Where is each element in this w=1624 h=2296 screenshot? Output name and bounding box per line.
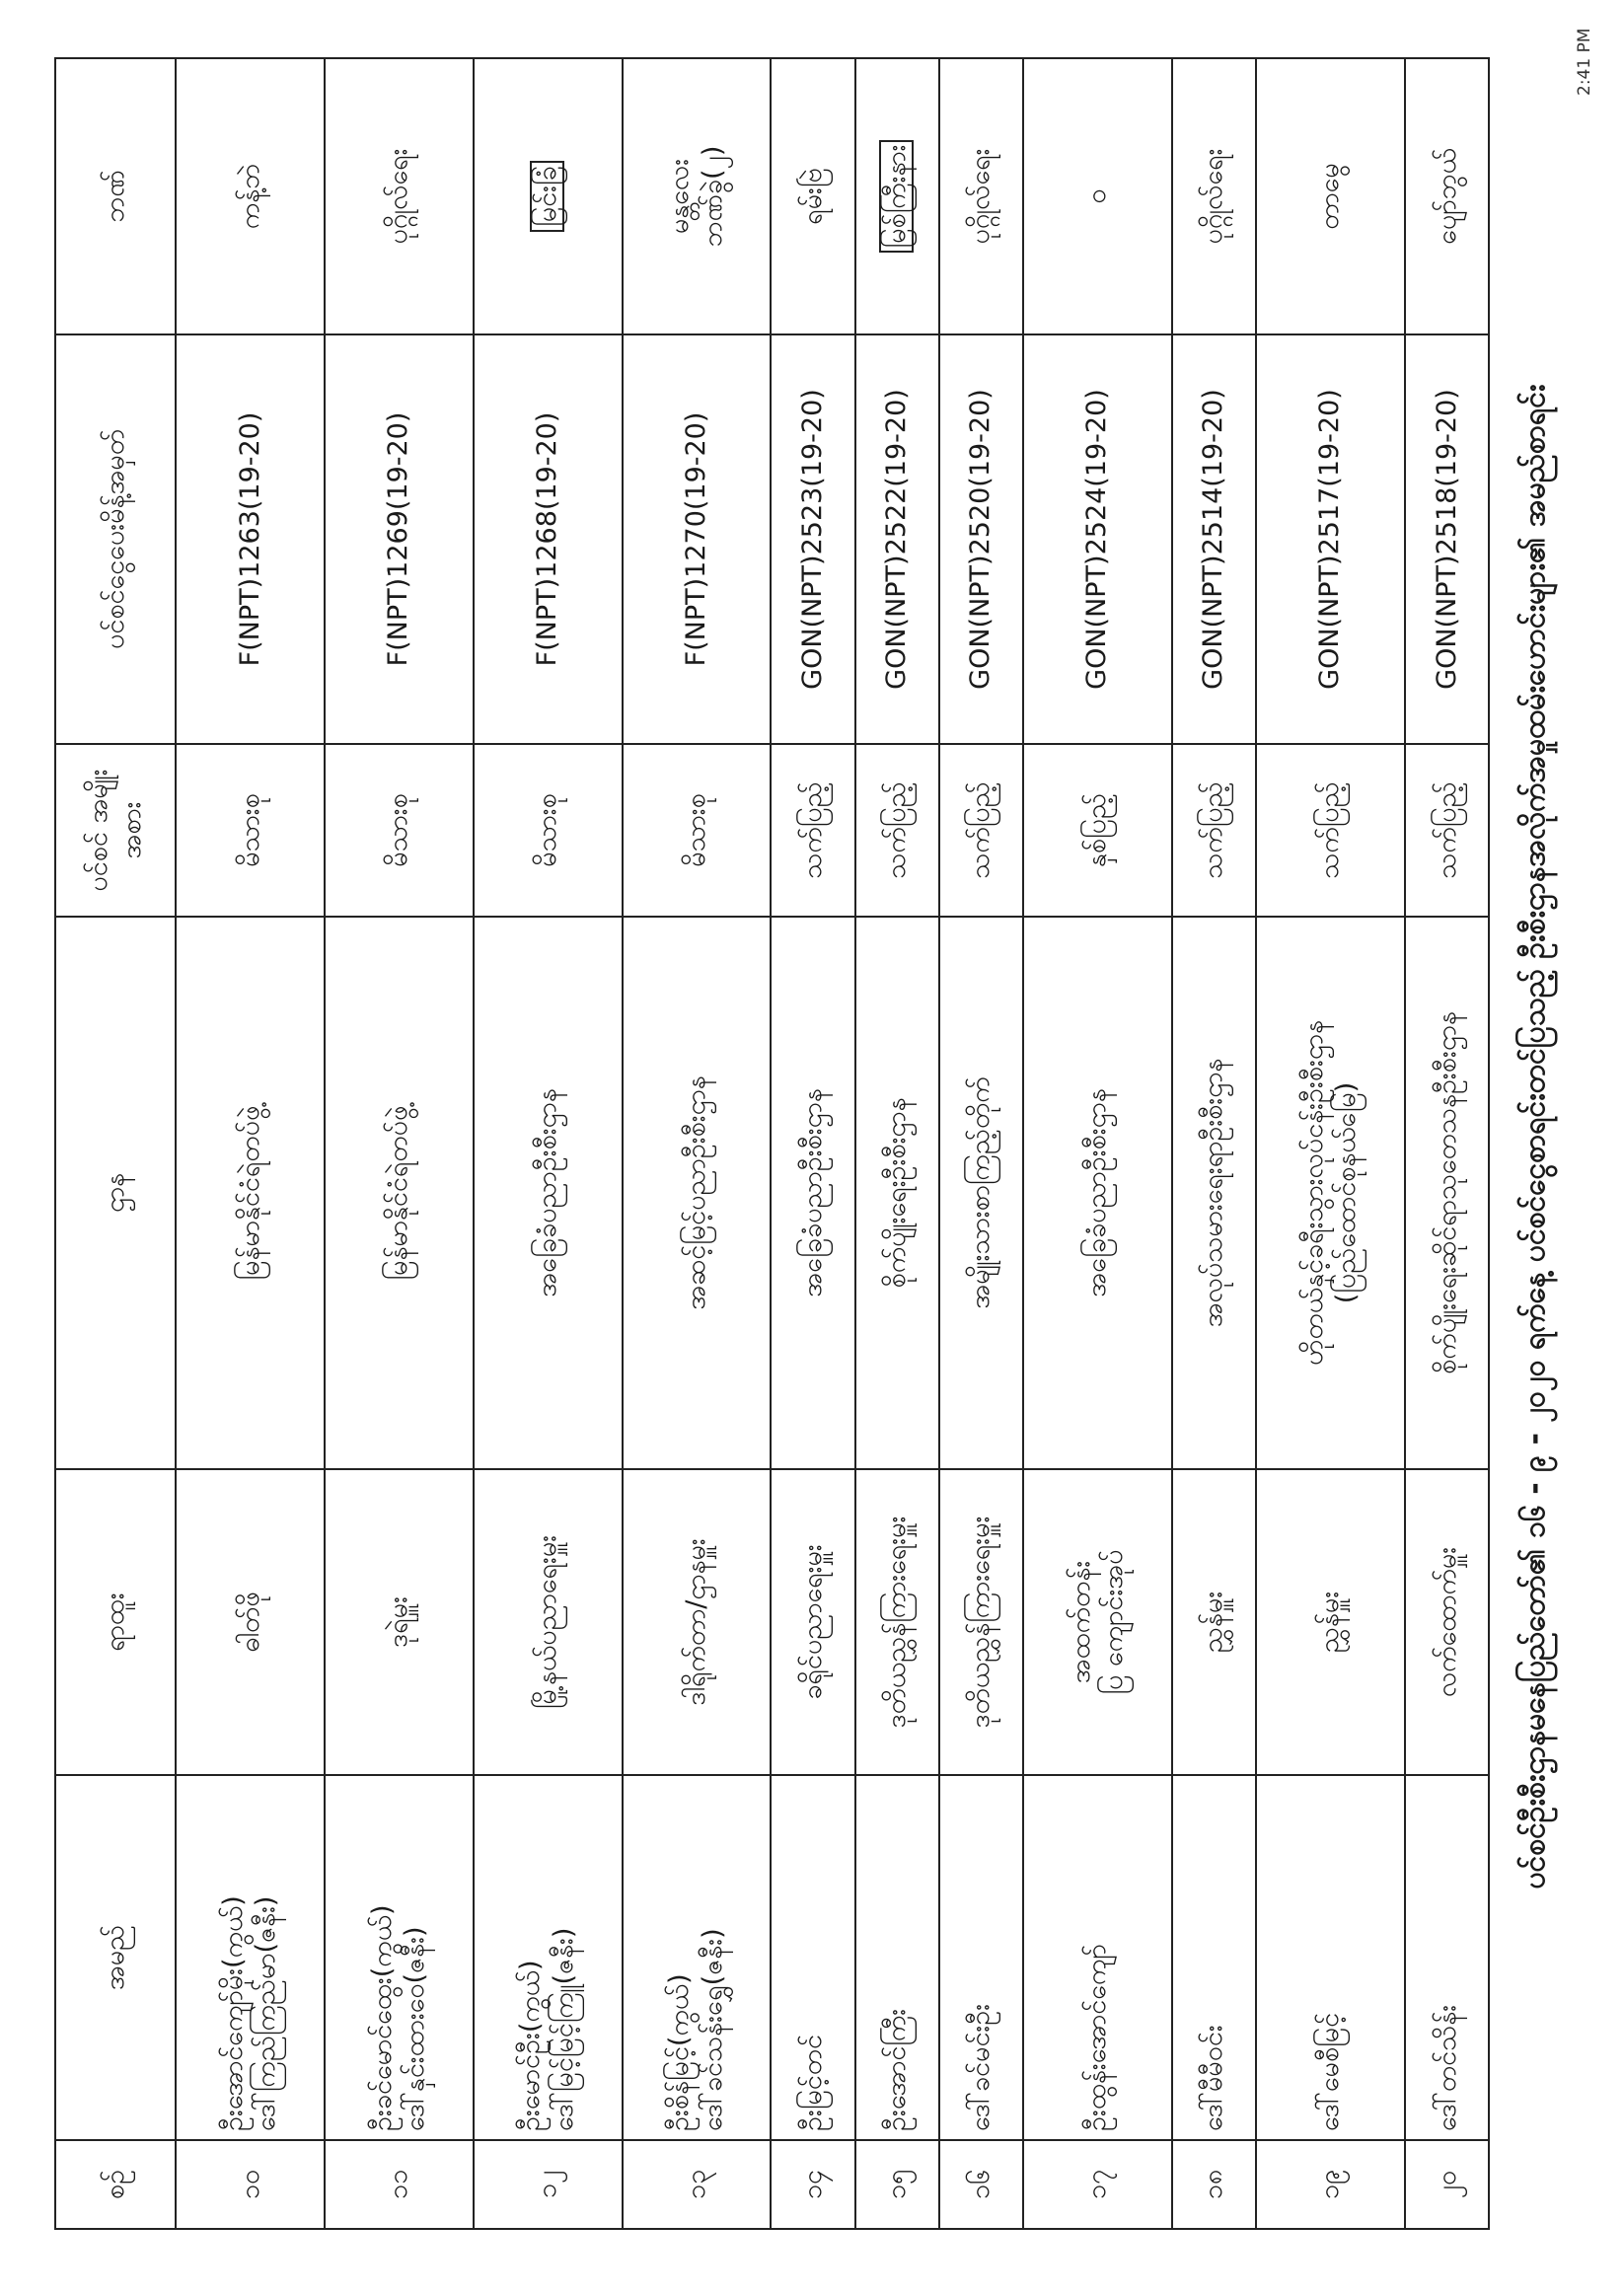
cell-name (623, 1775, 772, 2140)
cell-dept: အခြေခံပညာဦးစီးဌာန (771, 917, 854, 1469)
bank-circled: မြစ်ကြီးနား (879, 140, 914, 254)
cell-no: ၁၃ (623, 2140, 772, 2229)
cell-no: ၁၉ (1256, 2140, 1405, 2229)
dept-line-2: (ပြည်ထောင်စုနယ်မြေ) (1331, 1081, 1363, 1304)
cell-order: GON(NPT)2518(19-20) (1405, 334, 1489, 744)
cell-dept: စိုက်ပျိုးရေးဆိုင်ရာသုတေသနဦးစီးဌာန (1405, 917, 1489, 1469)
cell-dept: အခြေခံပညာဦးစီးဌာန (1023, 917, 1172, 1469)
cell-order: GON(NPT)2523(19-20) (771, 334, 854, 744)
cell-rank: မြို့နယ်ပညာရေးမှူး (474, 1469, 623, 1775)
name-line-1: ဦးအောင်ကျော်မိုး(ကွယ်) (217, 1895, 249, 2131)
cell-type: သက်ပြည့် (771, 744, 854, 917)
cell-dept: အလုပ်သမားရေးရာဦးစီးဌာန (1172, 917, 1256, 1469)
cell-name: ဦးအောင်ကြီး (855, 1775, 939, 2140)
cell-type: နှစ်ပြည့် (1023, 744, 1172, 917)
cell-type: သက်ပြည့် (855, 744, 939, 917)
name-line-2: ဒေါ်မြင့်မြင့်ကြူ(ဇနီး) (549, 1927, 580, 2131)
bank-circled: မြင်းခြံ (530, 161, 564, 232)
bank-line-2: ဘဏ်ခွဲ(၂) (698, 145, 728, 248)
cell-bank: တာမွေ (1256, 58, 1405, 334)
cell-type: မိသားစု (325, 744, 474, 917)
name-line-2: ဒေါ်နှင်းထားဝေ(ဇနီး) (400, 1926, 431, 2131)
cell-type: သက်ပြည့် (1405, 744, 1489, 917)
cell-rank: ဒုတိယညွှန်ကြားရေးမှူး (939, 1469, 1023, 1775)
table-row (1023, 58, 1172, 2229)
cell-rank: ဒုတိယညွှန်ကြားရေးမှူး (855, 1469, 939, 1775)
cell-bank (623, 58, 772, 334)
cell-bank: ကန့်ဘဲ (176, 58, 325, 334)
cell-rank: ခရိုင်ပညာရေးမှူး (771, 1469, 854, 1775)
cell-name: ဦးမြင့်တင် (771, 1775, 854, 2140)
cell-order: GON(NPT)2520(19-20) (939, 334, 1023, 744)
cell-type: သက်ပြည့် (939, 744, 1023, 917)
cell-dept: အမျိုးသားစာကြည့်တိုက် (939, 917, 1023, 1469)
table-row (176, 58, 325, 2229)
header-name: အမည် (55, 1775, 176, 2140)
cell-bank: ရမ်းဗြဲ (771, 58, 854, 334)
cell-type: မိသားစု (474, 744, 623, 917)
cell-order: GON(NPT)2517(19-20) (1256, 334, 1405, 744)
header-bank: ဘဏ် (55, 58, 176, 334)
table-row (1172, 58, 1256, 2229)
cell-no: ၁၈ (1172, 2140, 1256, 2229)
cell-no: ၁၁ (325, 2140, 474, 2229)
cell-rank: ညွှန်မှူး (1256, 1469, 1405, 1775)
print-timestamp: 2:41 PM (1575, 28, 1594, 96)
cell-bank: ပျော်ဘွယ် (1405, 58, 1489, 334)
cell-bank: ဝ (1023, 58, 1172, 334)
cell-rank (1023, 1469, 1172, 1775)
cell-name: ဒေါ်ခင်မင်းဦး (939, 1775, 1023, 2140)
cell-order: GON(NPT)2514(19-20) (1172, 334, 1256, 744)
header-rank: ရာထူး (55, 1469, 176, 1775)
header-dept: ဌာန (55, 917, 176, 1469)
cell-order: GON(NPT)2524(19-20) (1023, 334, 1172, 744)
cell-type: သက်ပြည့် (1256, 744, 1405, 917)
cell-no: ၁၆ (939, 2140, 1023, 2229)
dept-line-1: ဟိုတယ်နှင့်ခရီးသွားလုပ်ငန်းဦးစီးဌာန (1297, 1020, 1329, 1366)
header-order: ပင်စင်ငွေပေးမိန့်အမှတ် (55, 334, 176, 744)
cell-name: ဦးထွန်းအောင်ကျော် (1023, 1775, 1172, 2140)
name-line-1: ဦးခင်မောင်ထွေး(ကွယ်) (366, 1904, 398, 2131)
cell-dept: စိုက်ပျိုးရေးဦးစီးဌာန (855, 917, 939, 1469)
cell-no: ၁၄ (771, 2140, 854, 2229)
cell-no: ၁၇ (1023, 2140, 1172, 2229)
cell-dept (1256, 917, 1405, 1469)
table-row (1256, 58, 1405, 2229)
cell-no: ၂၀ (1405, 2140, 1489, 2229)
rank-line-2: ပြ ကျောင်းအုပ် (1098, 1549, 1130, 1695)
table-row (1405, 58, 1489, 2229)
name-line-1: ဦးမောင်ဦး(ကွယ်) (515, 1960, 547, 2131)
rank-line-1: အထက်တန်း (1065, 1560, 1096, 1684)
bank-line-1: မန္တလေး (664, 158, 696, 235)
cell-no: ၁၀ (176, 2140, 325, 2229)
cell-bank: ပုဂ္ဂိုလ်ရေး (325, 58, 474, 334)
cell-no: ၁၂ (474, 2140, 623, 2229)
cell-type: မိသားစု (623, 744, 772, 917)
cell-dept: မြန်မာနိုင်ငံရဲတပ်ဖွဲ့ (325, 917, 474, 1469)
table-row (474, 58, 623, 2229)
cell-dept: မြန်မာနိုင်ငံရဲတပ်ဖွဲ့ (176, 917, 325, 1469)
cell-name: ဒေါ်မေစီမြင့် (1256, 1775, 1405, 2140)
table-header-row (55, 58, 176, 2229)
cell-rank: ဒုရဲမှူး (325, 1469, 474, 1775)
cell-bank: ပုဂ္ဂိုလ်ရေး (1172, 58, 1256, 334)
table-row (623, 58, 772, 2229)
pension-table (54, 57, 1490, 2230)
cell-type: သက်ပြည့် (1172, 744, 1256, 917)
cell-order: F(NPT)1263(19-20) (176, 334, 325, 744)
cell-rank: ဒါရိုက်တာ/ဌာနမှူး (623, 1469, 772, 1775)
cell-dept: အဆင့်မြင့်ပညာဦးစီးဌာန (623, 917, 772, 1469)
cell-order: F(NPT)1269(19-20) (325, 334, 474, 744)
header-type: ပင်စင် အမျိုးအစား (55, 744, 176, 917)
cell-name (474, 1775, 623, 2140)
name-line-1: ဦးစိန်မြင့်(ကွယ်) (664, 1973, 696, 2131)
cell-type: မိသားစု (176, 744, 325, 917)
cell-name (325, 1775, 474, 2140)
table-row (855, 58, 939, 2229)
cell-rank: လက်ထောက်မှူး (1405, 1469, 1489, 1775)
table-row (939, 58, 1023, 2229)
cell-order: F(NPT)1270(19-20) (623, 334, 772, 744)
cell-order: F(NPT)1268(19-20) (474, 334, 623, 744)
cell-dept: အခြေခံပညာဦးစီးဌာန (474, 917, 623, 1469)
name-line-2: ဒေါ်ကြည်ကြည်မာ(ဇနီး) (251, 1895, 282, 2131)
header-no: စဉ် (55, 2140, 176, 2229)
table-row (771, 58, 854, 2229)
cell-name (176, 1775, 325, 2140)
cell-rank: ဓါတ်ဖို (176, 1469, 325, 1775)
document-title: ပင်စင်ဦးစီးဌာနမနေပြည်တော်၏ ၁၆ - ၉ - ၂၀၂၀ ရက်နေ့ ပင်စင်ငွေစာရင်းတင်ပြသည့် ဦးစီးဌာနအလိုက်အမှုထမ်းဟောင်းများ၏ အမည်စာရင်း (1517, 384, 1552, 1889)
table-row (325, 58, 474, 2229)
cell-order: GON(NPT)2522(19-20) (855, 334, 939, 744)
cell-rank: ညွှန်မှူး (1172, 1469, 1256, 1775)
cell-no: ၁၅ (855, 2140, 939, 2229)
cell-bank (855, 58, 939, 334)
cell-bank: ပုဂ္ဂိုလ်ရေး (939, 58, 1023, 334)
cell-bank (474, 58, 623, 334)
cell-name: ဒေါ်တင်သိန်း (1405, 1775, 1489, 2140)
cell-name: ဒေါ်မီမီဝင်း (1172, 1775, 1256, 2140)
name-line-2: ဒေါ်ခင်သန်းရွှေ(ဇနီး) (698, 1928, 728, 2131)
